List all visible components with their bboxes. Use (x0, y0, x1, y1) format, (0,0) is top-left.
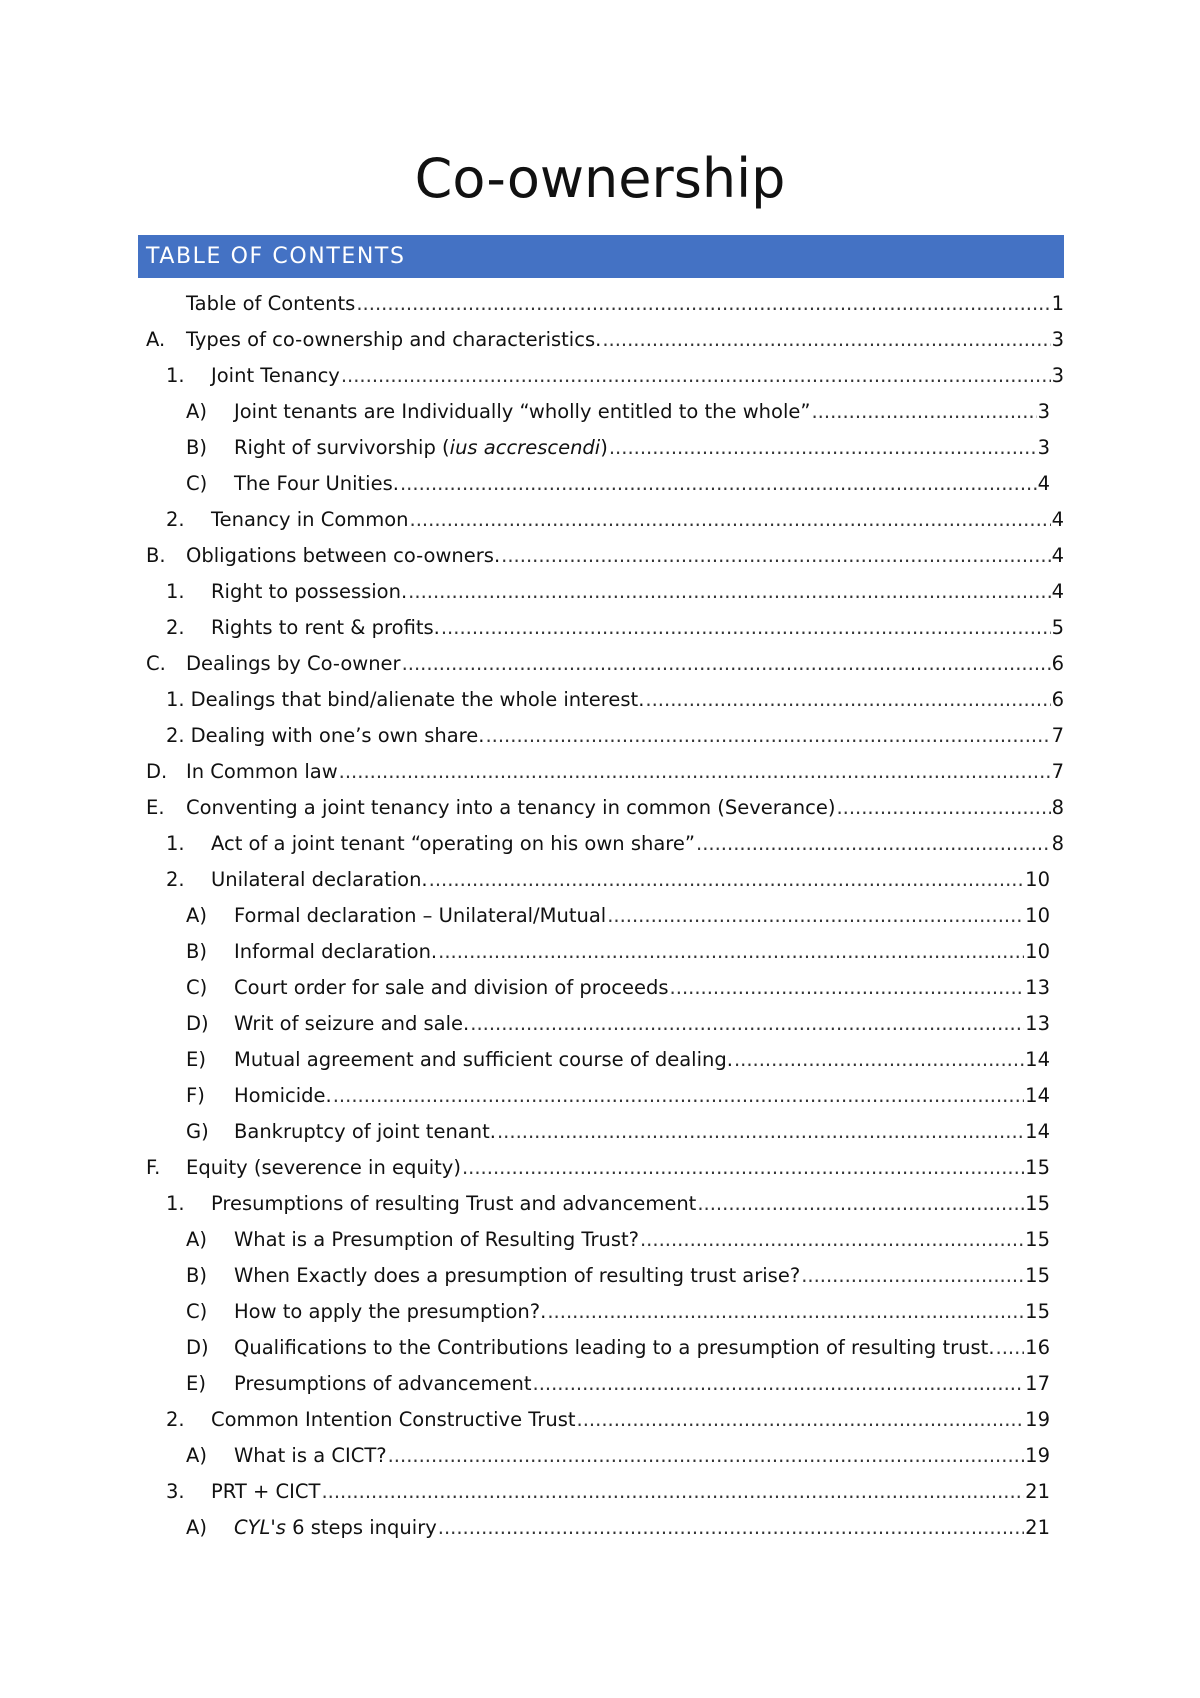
toc-dot-leader (696, 832, 1051, 855)
toc-entry[interactable] (138, 825, 1064, 861)
toc-entry-number: B) (186, 1263, 207, 1287)
table-of-contents (138, 285, 1064, 1545)
toc-entry-text: The Four Unities. (234, 471, 399, 495)
toc-dot-leader (429, 868, 1025, 891)
toc-dot-leader (438, 1516, 1024, 1539)
toc-entry[interactable] (138, 1185, 1064, 1221)
toc-entry-number: D) (186, 1335, 209, 1359)
toc-entry-text: Tenancy in Common (211, 507, 409, 531)
toc-entry-number: B) (186, 939, 207, 963)
toc-entry[interactable] (138, 789, 1064, 825)
toc-page-number: 7 (1051, 723, 1064, 747)
toc-entry-number: A) (186, 1227, 207, 1251)
toc-entry-text: Qualifications to the Contributions leading to a presumption of resulting trust. (234, 1335, 995, 1359)
toc-dot-leader (836, 796, 1050, 819)
toc-entry-number: 1. (166, 363, 185, 387)
toc-dot-leader (462, 1156, 1024, 1179)
toc-entry-number: F) (186, 1083, 205, 1107)
toc-entry-text: Joint Tenancy (211, 363, 340, 387)
toc-entry-number: C) (186, 1299, 208, 1323)
toc-entry[interactable] (138, 357, 1064, 393)
toc-dot-leader (402, 652, 1051, 675)
toc-page-number: 13 (1025, 975, 1050, 999)
toc-dot-leader (388, 1444, 1025, 1467)
toc-entry-text: Court order for sale and division of proceeds (234, 975, 669, 999)
toc-entry-number: E) (186, 1047, 206, 1071)
toc-entry[interactable] (138, 1401, 1064, 1437)
toc-page-number: 8 (1051, 795, 1064, 819)
toc-dot-leader (441, 616, 1051, 639)
toc-page-number: 21 (1025, 1479, 1050, 1503)
toc-entry-text: Bankruptcy of joint tenant. (234, 1119, 496, 1143)
toc-page-number: 13 (1025, 1011, 1050, 1035)
toc-entry-text (234, 436, 608, 459)
toc-page-number: 3 (1051, 327, 1064, 351)
toc-entry[interactable] (138, 429, 1064, 465)
toc-entry[interactable] (138, 1113, 1064, 1149)
toc-dot-leader (609, 436, 1037, 459)
toc-entry-text: Obligations between co-owners. (186, 543, 501, 567)
toc-page-number: 17 (1025, 1371, 1050, 1395)
toc-page-number: 4 (1051, 507, 1064, 531)
toc-page-number: 3 (1051, 363, 1064, 387)
toc-dot-leader (410, 508, 1051, 531)
toc-dot-leader (533, 1372, 1025, 1395)
toc-dot-leader (801, 1264, 1024, 1287)
toc-entry-text: Table of Contents (186, 291, 356, 315)
toc-entry-text: When Exactly does a presumption of resulting trust arise? (234, 1263, 801, 1287)
toc-page-number: 1 (1051, 291, 1064, 315)
toc-entry-number: 2. (166, 1407, 185, 1431)
toc-entry[interactable] (138, 1365, 1064, 1401)
toc-entry[interactable] (138, 609, 1064, 645)
toc-entry-number: D) (186, 1011, 209, 1035)
toc-page-number: 4 (1051, 543, 1064, 567)
toc-entry-text: PRT + CICT (211, 1479, 321, 1503)
toc-entry[interactable] (138, 753, 1064, 789)
toc-entry-number: A. (146, 327, 166, 351)
toc-page-number: 16 (1025, 1335, 1050, 1359)
toc-dot-leader (356, 292, 1050, 315)
toc-entry-text: Rights to rent & profits. (211, 615, 440, 639)
toc-page-number: 15 (1025, 1299, 1050, 1323)
toc-entry-number: B) (186, 435, 207, 459)
toc-entry[interactable] (138, 393, 1064, 429)
toc-entry-text: Types of co-ownership and characteristics. (186, 327, 602, 351)
toc-entry-number: 1. (166, 687, 185, 711)
toc-entry-text: Writ of seizure and sale. (234, 1011, 470, 1035)
toc-entry[interactable] (138, 1437, 1064, 1473)
toc-entry-number: 2. (166, 723, 185, 747)
toc-entry[interactable] (138, 501, 1064, 537)
toc-entry-number: A) (186, 399, 207, 423)
toc-entry-text: Presumptions of advancement (234, 1371, 532, 1395)
toc-heading: TABLE OF CONTENTS (146, 244, 406, 269)
toc-dot-leader (734, 1048, 1024, 1071)
toc-dot-leader (645, 688, 1050, 711)
toc-page-number: 4 (1037, 471, 1050, 495)
toc-dot-leader (438, 940, 1024, 963)
toc-dot-leader (497, 1120, 1024, 1143)
toc-page-number: 14 (1025, 1119, 1050, 1143)
toc-entry-number: C) (186, 471, 208, 495)
toc-page-number: 15 (1025, 1227, 1050, 1251)
toc-entry-number: B. (146, 543, 166, 567)
toc-entry[interactable] (138, 1509, 1064, 1545)
toc-dot-leader (400, 472, 1037, 495)
toc-entry-text: How to apply the presumption?. (234, 1299, 547, 1323)
toc-dot-leader (640, 1228, 1024, 1251)
toc-entry[interactable] (138, 1077, 1064, 1113)
toc-entry[interactable] (138, 1221, 1064, 1257)
toc-entry-number: 1. (166, 1191, 185, 1215)
toc-entry[interactable] (138, 1149, 1064, 1185)
toc-entry-text-italic: CYL's (234, 1515, 286, 1539)
toc-entry-text: In Common law (186, 759, 338, 783)
toc-dot-leader (333, 1084, 1024, 1107)
toc-entry[interactable] (138, 573, 1064, 609)
toc-entry-number: E) (186, 1371, 206, 1395)
toc-dot-leader (670, 976, 1025, 999)
toc-entry[interactable] (138, 933, 1064, 969)
toc-page-number: 7 (1051, 759, 1064, 783)
toc-dot-leader (996, 1336, 1025, 1359)
toc-entry[interactable] (138, 1005, 1064, 1041)
toc-entry-text-part: Right of survivorship ( (234, 435, 450, 459)
toc-entry-text: Informal declaration. (234, 939, 438, 963)
toc-page-number: 15 (1025, 1191, 1050, 1215)
toc-entry[interactable] (138, 465, 1064, 501)
toc-entry-text: Conventing a joint tenancy into a tenancy in common (Severance) (186, 795, 836, 819)
toc-entry[interactable] (138, 717, 1064, 753)
toc-entry-number: A) (186, 1443, 207, 1467)
toc-entry[interactable] (138, 321, 1064, 357)
toc-entry[interactable] (138, 1293, 1064, 1329)
toc-entry-text: Dealings that bind/alienate the whole interest. (190, 687, 645, 711)
toc-entry-text: Homicide. (234, 1083, 332, 1107)
toc-entry[interactable] (138, 285, 1064, 321)
toc-page-number: 4 (1051, 579, 1064, 603)
toc-entry-text: What is a CICT? (234, 1443, 387, 1467)
toc-entry-text: Right to possession. (211, 579, 408, 603)
toc-entry-text: Joint tenants are Individually “wholly entitled to the whole” (234, 399, 811, 423)
toc-dot-leader (339, 760, 1051, 783)
toc-page-number: 19 (1025, 1407, 1050, 1431)
toc-dot-leader (577, 1408, 1025, 1431)
toc-entry-number: A) (186, 1515, 207, 1539)
toc-page-number: 21 (1025, 1515, 1050, 1539)
toc-page-number: 19 (1025, 1443, 1050, 1467)
toc-entry-number: 2. (166, 507, 185, 531)
toc-dot-leader (811, 400, 1036, 423)
toc-dot-leader (602, 328, 1050, 351)
toc-entry-number: G) (186, 1119, 209, 1143)
toc-entry-text: Dealing with one’s own share. (190, 723, 485, 747)
toc-entry[interactable] (138, 897, 1064, 933)
toc-page-number: 14 (1025, 1047, 1050, 1071)
toc-entry-text: What is a Presumption of Resulting Trust? (234, 1227, 639, 1251)
toc-entry[interactable] (138, 969, 1064, 1005)
toc-entry-number: C. (146, 651, 166, 675)
toc-entry[interactable] (138, 537, 1064, 573)
toc-page-number: 8 (1051, 831, 1064, 855)
toc-dot-leader (321, 1480, 1024, 1503)
toc-entry-text: Unilateral declaration. (211, 867, 428, 891)
toc-entry-text: Presumptions of resulting Trust and advancement (211, 1191, 697, 1215)
toc-entry-number: C) (186, 975, 208, 999)
toc-heading-bar (138, 235, 1064, 278)
toc-page-number: 10 (1025, 903, 1050, 927)
toc-entry-text (234, 1516, 437, 1539)
toc-entry-number: D. (146, 759, 168, 783)
toc-page-number: 3 (1037, 399, 1050, 423)
toc-dot-leader (341, 364, 1051, 387)
toc-dot-leader (470, 1012, 1024, 1035)
toc-entry[interactable] (138, 1257, 1064, 1293)
toc-entry[interactable] (138, 1329, 1064, 1365)
toc-entry[interactable] (138, 645, 1064, 681)
toc-page-number: 14 (1025, 1083, 1050, 1107)
toc-dot-leader (697, 1192, 1024, 1215)
toc-entry-text-part: ) (600, 435, 608, 459)
toc-page-number: 10 (1025, 939, 1050, 963)
toc-entry-text-italic: ius accrescendi (449, 435, 601, 459)
toc-dot-leader (485, 724, 1050, 747)
toc-entry-number: F. (146, 1155, 161, 1179)
toc-entry[interactable] (138, 1041, 1064, 1077)
toc-entry-text: Formal declaration – Unilateral/Mutual (234, 903, 607, 927)
toc-page-number: 6 (1051, 651, 1064, 675)
toc-entry-number: 2. (166, 615, 185, 639)
toc-dot-leader (501, 544, 1050, 567)
toc-page-number: 6 (1051, 687, 1064, 711)
toc-entry-text-part: 6 steps inquiry (285, 1515, 437, 1539)
toc-entry[interactable] (138, 1473, 1064, 1509)
toc-entry-text: Act of a joint tenant “operating on his own share” (211, 831, 695, 855)
toc-page-number: 15 (1025, 1155, 1050, 1179)
document-title: Co-ownership (414, 147, 786, 210)
toc-entry-text: Equity (severence in equity) (186, 1155, 461, 1179)
toc-dot-leader (607, 904, 1024, 927)
toc-entry-text: Mutual agreement and sufficient course of dealing. (234, 1047, 733, 1071)
toc-entry-text: Common Intention Constructive Trust (211, 1407, 576, 1431)
toc-page-number: 3 (1037, 435, 1050, 459)
toc-entry-number: A) (186, 903, 207, 927)
toc-dot-leader (547, 1300, 1024, 1323)
toc-entry-text: Dealings by Co-owner (186, 651, 401, 675)
toc-page-number: 5 (1051, 615, 1064, 639)
toc-dot-leader (408, 580, 1050, 603)
toc-entry-number: 1. (166, 831, 185, 855)
toc-entry[interactable] (138, 681, 1064, 717)
toc-entry-number: E. (146, 795, 165, 819)
toc-entry[interactable] (138, 861, 1064, 897)
toc-page-number: 15 (1025, 1263, 1050, 1287)
toc-entry-number: 2. (166, 867, 185, 891)
toc-page-number: 10 (1025, 867, 1050, 891)
toc-entry-number: 3. (166, 1479, 185, 1503)
toc-entry-number: 1. (166, 579, 185, 603)
